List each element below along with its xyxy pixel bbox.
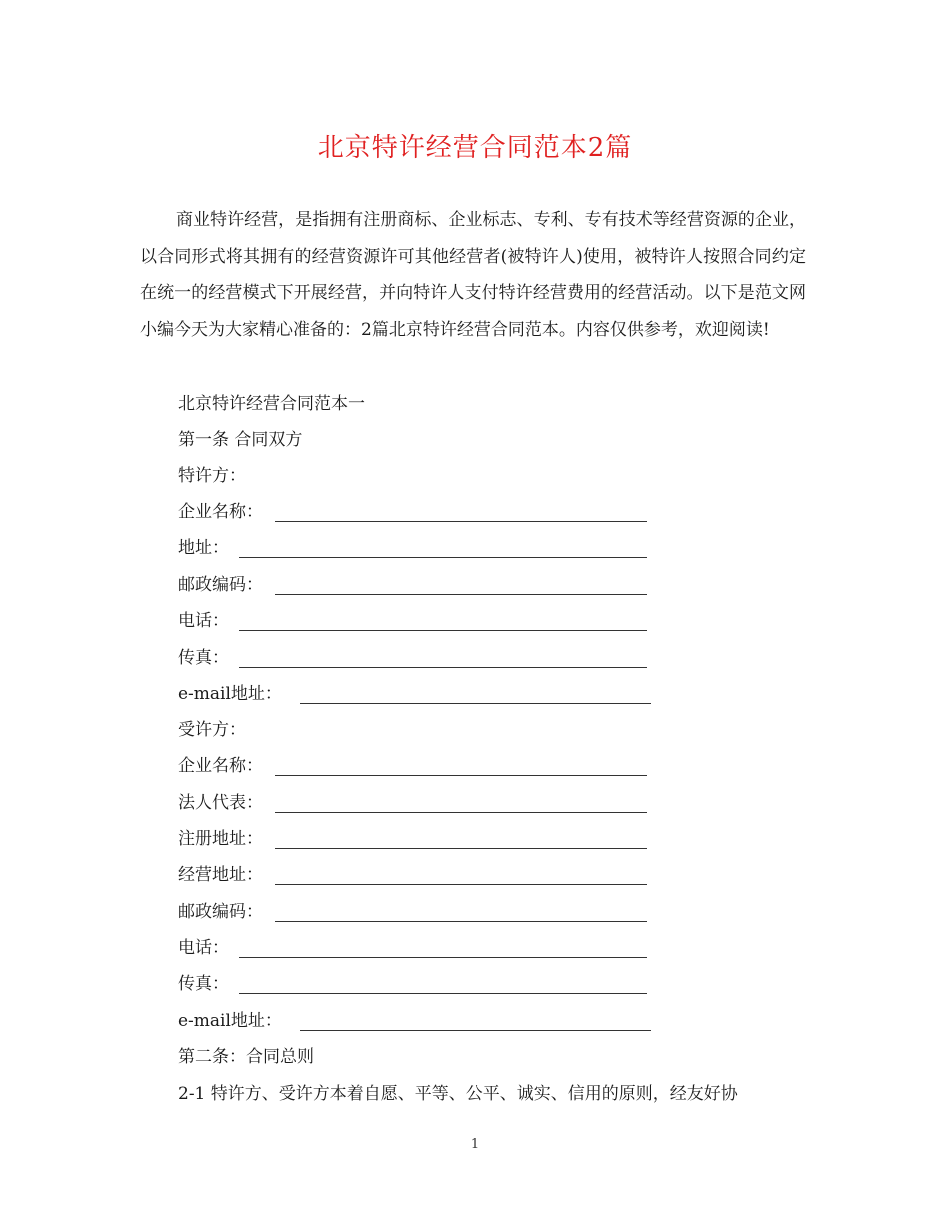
fill-in-blank bbox=[239, 667, 647, 668]
article-1-heading: 第一条 合同双方 bbox=[178, 430, 303, 450]
franchisor-heading: 特许方： bbox=[178, 466, 246, 486]
field-label: 注册地址： bbox=[178, 829, 263, 849]
field-label: 经营地址： bbox=[178, 865, 263, 885]
franchisee-heading: 受许方： bbox=[178, 720, 246, 740]
fill-in-blank bbox=[300, 703, 651, 704]
franchisee-fax-field bbox=[178, 966, 229, 1002]
fill-in-blank bbox=[275, 521, 647, 522]
clause-2-1: 2-1 特许方、受许方本着自愿、平等、公平、诚实、信用的原则，经友好协 bbox=[178, 1084, 738, 1104]
fill-in-blank bbox=[239, 957, 647, 958]
field-label: 地址： bbox=[178, 538, 229, 558]
fill-in-blank bbox=[300, 1030, 651, 1031]
franchisor-phone-field bbox=[178, 603, 229, 639]
fill-in-blank bbox=[239, 630, 647, 631]
franchisor-fax-field bbox=[178, 640, 229, 676]
field-label: 传真： bbox=[178, 648, 229, 668]
section-title: 北京特许经营合同范本一 bbox=[178, 394, 365, 414]
field-label: 电话： bbox=[178, 611, 229, 631]
fill-in-blank bbox=[275, 812, 647, 813]
franchisor-address-field bbox=[178, 530, 229, 566]
fill-in-blank bbox=[239, 993, 647, 994]
franchisee-legal-rep-field bbox=[178, 785, 263, 821]
field-label: 企业名称： bbox=[178, 756, 263, 776]
document-title: 北京特许经营合同范本2篇 bbox=[317, 133, 633, 163]
franchisor-company-name-field bbox=[178, 494, 263, 530]
franchisee-business-address-field bbox=[178, 857, 263, 893]
franchisee-postcode-field bbox=[178, 894, 263, 930]
franchisee-email-field bbox=[178, 1003, 282, 1039]
field-label: e-mail地址： bbox=[178, 1011, 282, 1031]
article-2-heading: 第二条：合同总则 bbox=[178, 1047, 314, 1067]
franchisor-email-field bbox=[178, 676, 282, 712]
intro-paragraph: 商业特许经营，是指拥有注册商标、企业标志、专利、专有技术等经营资源的企业，以合同形式将其拥有的经营资源许可其他经营者(被特许人)使用，被特许人按照合同约定在统一的经营模式下开展经营，并向特许人支付特许经营费用的经营活动。以下是范文网小编今天为大家精心准备的：2篇北京特许经营合同范本。内容仅供参考，欢迎阅读! bbox=[140, 210, 806, 340]
field-label: 企业名称： bbox=[178, 502, 263, 522]
fill-in-blank bbox=[275, 921, 647, 922]
field-label: 法人代表： bbox=[178, 793, 263, 813]
page-number: 1 bbox=[470, 1137, 480, 1152]
field-label: 邮政编码： bbox=[178, 575, 263, 595]
franchisee-phone-field bbox=[178, 930, 229, 966]
franchisor-postcode-field bbox=[178, 567, 263, 603]
fill-in-blank bbox=[275, 594, 647, 595]
fill-in-blank bbox=[275, 848, 647, 849]
franchisee-registered-address-field bbox=[178, 821, 263, 857]
franchisee-company-name-field bbox=[178, 748, 263, 784]
field-label: 电话： bbox=[178, 938, 229, 958]
field-label: e-mail地址： bbox=[178, 684, 282, 704]
fill-in-blank bbox=[275, 775, 647, 776]
field-label: 邮政编码： bbox=[178, 902, 263, 922]
fill-in-blank bbox=[275, 884, 647, 885]
field-label: 传真： bbox=[178, 974, 229, 994]
fill-in-blank bbox=[239, 557, 647, 558]
